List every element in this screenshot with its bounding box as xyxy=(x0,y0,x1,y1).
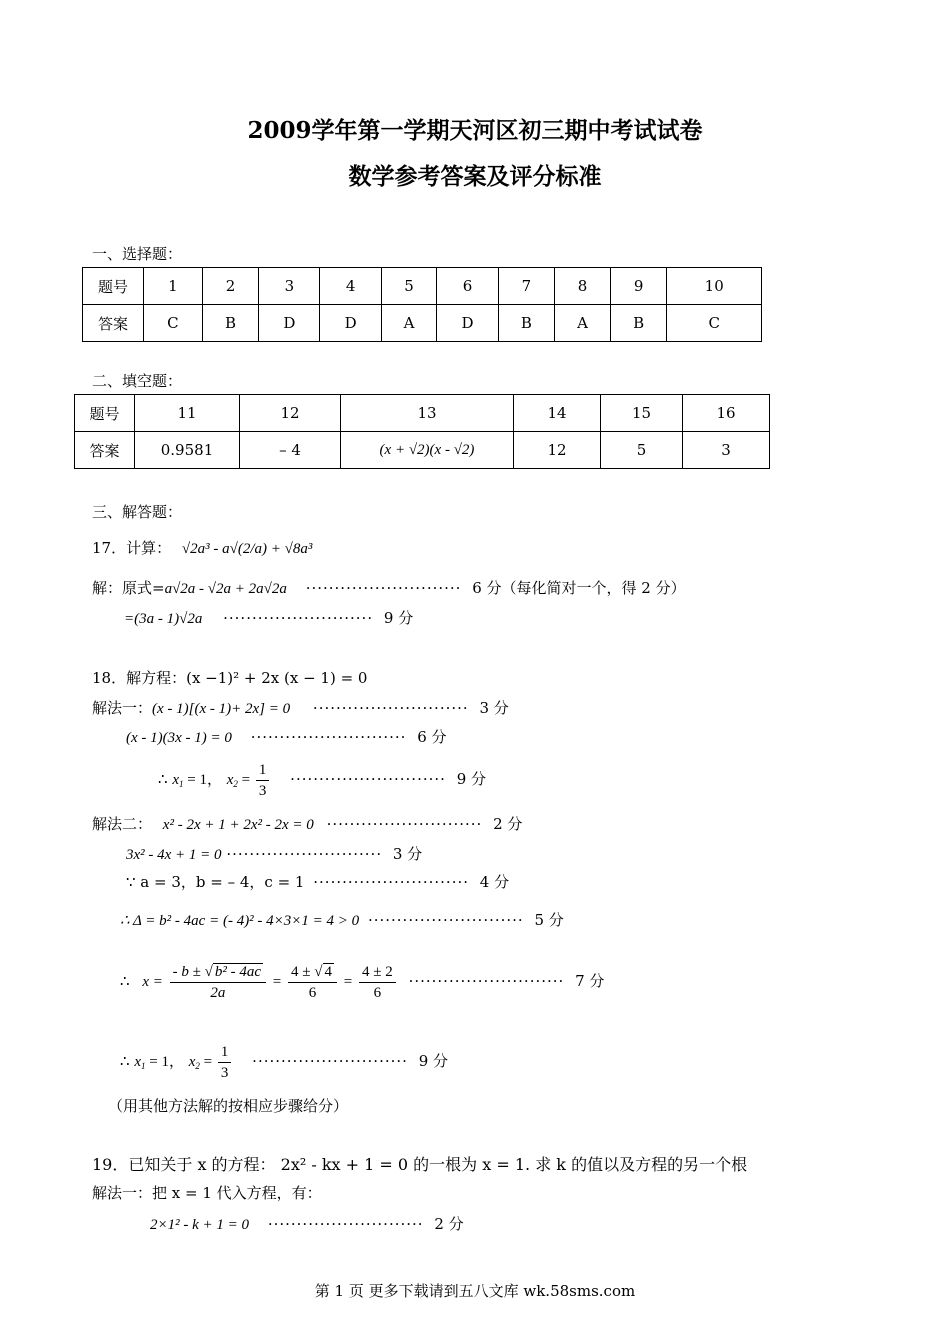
q18-m2-step1 xyxy=(92,814,522,835)
section1-heading: 一、选择题： xyxy=(92,245,183,263)
leader-dots: ··························· xyxy=(367,911,524,929)
fraction-one-third: $\frac{1}{3}$ xyxy=(218,1042,232,1083)
leader-dots: ··························· xyxy=(267,1215,424,1233)
question-17-expression: √2a³ - a√(2/a) + √8a³ xyxy=(181,541,313,557)
q18-m2-step3-score: 4 分 xyxy=(479,873,510,891)
q18-method1-prefix: 解法一： xyxy=(92,699,153,717)
table-cell: 9 xyxy=(610,268,667,305)
quadratic-formula-fraction: $\frac{\text{- b ± √ b² - 4ac}}{2a}$ xyxy=(170,962,266,1003)
leader-dots: ··························· xyxy=(226,845,383,863)
table-cell: 6 xyxy=(437,268,498,305)
table-row-label: 题号 xyxy=(83,268,144,305)
table-cell: A xyxy=(555,305,611,342)
q18-m2-step1-expression: x² - 2x + 1 + 2x² - 2x = 0 xyxy=(162,817,314,833)
q18-m1-step1-score: 3 分 xyxy=(479,699,509,717)
q18-m2-step5-score: 7 分 xyxy=(575,972,605,990)
table-cell: 0.9581 xyxy=(135,432,240,469)
table-cell: 2 xyxy=(202,268,259,305)
document-subtitle: 数学参考答案及评分标准 xyxy=(348,163,602,190)
q18-m1-step3: ∴ $x_1 = 1$， $x_2$ = $\frac{1}{3}$ ··························· 9 分 xyxy=(158,761,487,799)
table-cell: 5 xyxy=(381,268,437,305)
leader-dots: ··························· xyxy=(252,1052,408,1070)
document-title: 2009学年第一学期天河区初三期中考试试卷 xyxy=(247,117,703,144)
table-cell: 12 xyxy=(514,432,601,469)
q18-m2-step4-expression: ∴ Δ = b² - 4ac = (- 4)² - 4×3×1 = 4 > 0 xyxy=(120,913,360,929)
table-cell: B xyxy=(202,305,259,342)
q18-m2-step2 xyxy=(126,844,422,865)
q18-m2-step3 xyxy=(126,872,509,892)
table-cell: 15 xyxy=(601,395,683,432)
table-row-label: 答案 xyxy=(83,305,144,342)
table-cell: 16 xyxy=(683,395,770,432)
q17-solution-prefix: 解：原式= xyxy=(92,579,165,597)
question-17-label: 17．计算： xyxy=(92,539,172,557)
question-17 xyxy=(92,538,312,559)
table-cell: 13 xyxy=(341,395,514,432)
leader-dots: ··························· xyxy=(250,728,407,746)
q18-m2-step6-score: 9 分 xyxy=(418,1052,449,1070)
q18-m1-step1 xyxy=(92,698,509,719)
table-cell: 7 xyxy=(498,268,555,305)
table-cell: 14 xyxy=(514,395,601,432)
section2-heading: 二、填空题： xyxy=(92,372,183,390)
q18-m2-step5: ∴ x = $\frac{\text{- b ± √ b² - 4ac}}{2a}$ = $\frac{4 \pm √ 4}{6}$ = $\frac{4 \pm 2}{6}$ ··························· 7 分 xyxy=(120,963,605,1001)
table-row xyxy=(83,268,762,305)
q19-m1-step1 xyxy=(150,1214,464,1235)
question-19-label: 19．已知关于 x 的方程： 2x² - kx + 1 = 0 的一根为 x = 1. 求 k 的值以及方程的另一个根 xyxy=(92,1155,748,1174)
fraction-value-2: $\frac{4 \pm 2}{6}$ xyxy=(359,962,396,1003)
table-cell: (x + √2)(x - √2) xyxy=(341,432,514,469)
q18-note: （用其他方法解的按相应步骤给分） xyxy=(108,1097,349,1115)
q18-m2-step4-score: 5 分 xyxy=(534,911,564,929)
q17-step1-score: 6 分（每化简对一个，得 2 分） xyxy=(472,579,686,597)
table-cell: D xyxy=(320,305,381,342)
leader-dots: ·························· xyxy=(223,609,374,627)
table-cell: B xyxy=(610,305,667,342)
table-row xyxy=(75,432,770,469)
table-row xyxy=(75,395,770,432)
q18-m1-step2 xyxy=(126,727,447,748)
leader-dots: ··························· xyxy=(312,699,469,717)
table-cell: B xyxy=(498,305,555,342)
table-cell: C xyxy=(667,305,762,342)
table-cell: A xyxy=(381,305,437,342)
q18-m1-step1-expression: (x - 1)[(x - 1)+ 2x] = 0 xyxy=(152,701,291,717)
table-cell: 1 xyxy=(144,268,203,305)
q18-m2-step2-expression: 3x² - 4x + 1 = 0 xyxy=(126,847,222,863)
q18-m2-step3-expression: ∵ a = 3，b = – 4，c = 1 xyxy=(126,873,305,891)
leader-dots: ··························· xyxy=(290,770,446,788)
leader-dots: ··························· xyxy=(305,579,462,597)
q18-m1-step2-expression: (x - 1)(3x - 1) = 0 xyxy=(126,730,232,746)
q19-method1-prefix: 解法一：把 x = 1 代入方程，有： xyxy=(92,1184,322,1202)
table-cell: 10 xyxy=(667,268,762,305)
table-cell: 8 xyxy=(555,268,611,305)
page-footer: 第 1 页 更多下载请到五八文库 wk.58sms.com xyxy=(314,1282,636,1300)
fraction-one-third: $\frac{1}{3}$ xyxy=(256,760,270,801)
table-cell: 12 xyxy=(240,395,341,432)
table-cell: 5 xyxy=(601,432,683,469)
fill-answer-table xyxy=(74,394,770,469)
q17-step1 xyxy=(92,578,686,599)
q18-m2-step2-score: 3 分 xyxy=(392,845,423,863)
table-row xyxy=(83,305,762,342)
leader-dots: ··························· xyxy=(326,815,483,833)
leader-dots: ··························· xyxy=(313,873,470,891)
fraction-value-1: $\frac{4 \pm √ 4}{6}$ xyxy=(288,962,337,1003)
question-18-label: 18．解方程：(x −1)² + 2x (x − 1) = 0 xyxy=(92,669,368,687)
table-cell: 11 xyxy=(135,395,240,432)
section3-heading: 三、解答题： xyxy=(92,503,183,521)
q17-step2-score: 9 分 xyxy=(383,609,414,627)
table-cell: 3 xyxy=(683,432,770,469)
table-cell: – 4 xyxy=(240,432,341,469)
therefore-symbol: ∴ xyxy=(158,772,168,788)
q18-m1-step2-score: 6 分 xyxy=(417,728,447,746)
table-cell: 4 xyxy=(320,268,381,305)
q18-method2-prefix: 解法二： xyxy=(92,815,153,833)
q18-m1-step3-score: 9 分 xyxy=(456,770,487,788)
q17-step1-expression: a√2a - √2a + 2a√2a xyxy=(164,581,287,597)
choice-answer-table xyxy=(82,267,762,342)
q19-m1-step1-expression: 2×1² - k + 1 = 0 xyxy=(150,1217,250,1233)
table-cell: C xyxy=(144,305,203,342)
table-row-label: 题号 xyxy=(75,395,135,432)
q19-m1-step1-score: 2 分 xyxy=(434,1215,464,1233)
q18-m2-step1-score: 2 分 xyxy=(493,815,523,833)
table-cell: 3 xyxy=(259,268,320,305)
table-row-label: 答案 xyxy=(75,432,135,469)
q17-step2 xyxy=(124,608,413,629)
q18-m2-step6: ∴ $x_1 = 1$， $x_2$ = $\frac{1}{3}$ ··························· 9 分 xyxy=(120,1043,449,1081)
q17-step2-expression: =(3a - 1)√2a xyxy=(124,611,203,627)
q18-m2-step4 xyxy=(120,910,564,931)
table-cell: D xyxy=(259,305,320,342)
table-cell: D xyxy=(437,305,498,342)
leader-dots: ··························· xyxy=(408,972,565,990)
